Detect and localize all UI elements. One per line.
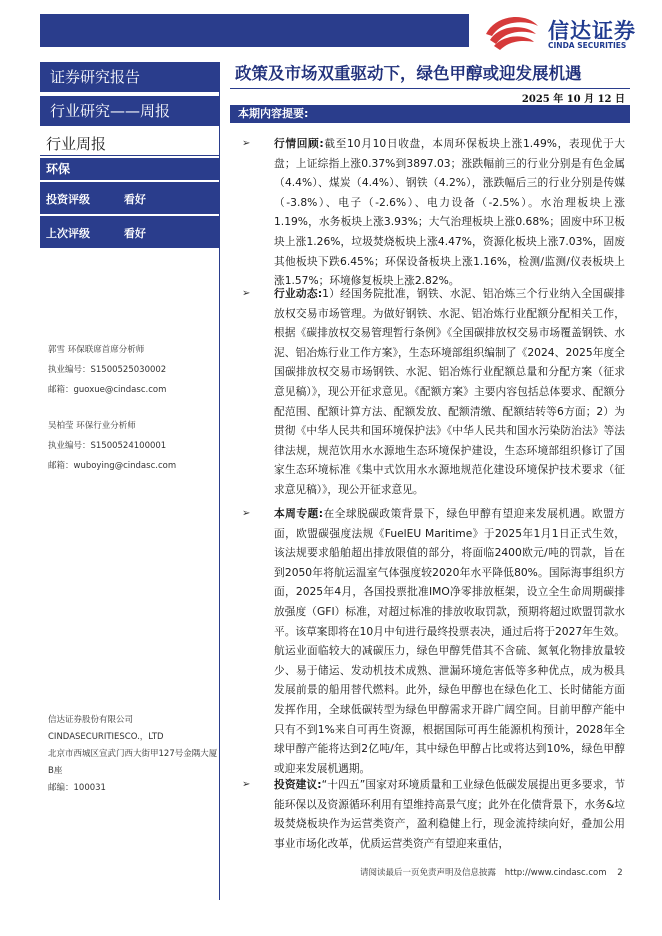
- analyst-email[interactable]: 邮箱：wuboying@cindasc.com: [48, 461, 177, 471]
- rating-value: 看好: [123, 227, 146, 240]
- item-heading: 投资建议:: [274, 778, 322, 791]
- bullet-arrow-icon: ➢: [242, 288, 251, 299]
- summary-header: 本期内容提要:: [230, 105, 630, 123]
- bullet-arrow-icon: ➢: [242, 779, 251, 790]
- company-name: 信达证券股份有限公司: [48, 715, 134, 725]
- page-number: 2: [617, 868, 623, 878]
- analyst-name: 吴柏莹 环保行业分析师: [48, 421, 136, 431]
- rating-label: 投资评级: [46, 193, 90, 206]
- company-info: [48, 712, 218, 797]
- analyst-email[interactable]: 邮箱：guoxue@cindasc.com: [48, 385, 167, 395]
- company-name-en: CINDASECURITIESCO.，LTD: [48, 732, 164, 742]
- summary-item-advice: [242, 775, 625, 853]
- rating-current: [46, 191, 146, 207]
- rating-value: 看好: [123, 193, 146, 206]
- brand-name-cn: 信达证券: [548, 19, 636, 43]
- item-body: 截至10月10日收盘，本周环保板块上涨1.49%，表现优于大盘；上证综指上涨0.37%到3897.03；涨跌幅前三的行业分别是有色金属（4.4%）、煤炭（4.4%）、钢铁（4.2%），涨跌幅后三的行业分别是传媒（-3.8%）、电子（-2.6%）、电力设备（-2.5%）。水治理板块上涨1.19%，水务板块上涨3.93%；大气治理板块上涨0.68%；固废中环卫板块上涨1.26%，垃圾焚烧板块上涨4.47%，资源化板块上涨7.03%，固废其他板块下跌6.45%；环保设备板块上涨1.16%，检测/监测/仪表板块上涨1.57%；环境修复板块上涨2.82%。: [274, 137, 625, 288]
- footer-url[interactable]: http://www.cindasc.com: [504, 868, 607, 878]
- company-address: 北京市西城区宣武门西大街甲127号金隅大厦B座: [48, 749, 218, 776]
- analyst-cert: 执业编号：S1500524100001: [48, 441, 167, 451]
- report-subtype: 行业研究——周报: [40, 96, 219, 126]
- item-heading: 行业动态:: [274, 287, 323, 300]
- section-label: 行业周报: [40, 132, 219, 156]
- brand-logo: [482, 12, 652, 52]
- analyst-card: [48, 340, 166, 400]
- item-heading: 行情回顾:: [274, 137, 324, 150]
- industry-category: 环保: [40, 158, 219, 180]
- sidebar: [40, 62, 220, 900]
- page-footer: [360, 866, 623, 878]
- rating-label: 上次评级: [46, 227, 90, 240]
- brand-name-en: CINDA SECURITIES: [548, 41, 627, 50]
- analyst-name: 郭雪 环保联席首席分析师: [48, 345, 145, 355]
- rating-previous: [46, 225, 146, 241]
- item-body: 1）经国务院批准，钢铁、水泥、铝冶炼三个行业纳入全国碳排放权交易市场管理。为做好钢铁、水泥、铝冶炼行业配额分配相关工作，根据《碳排放权交易管理暂行条例》《全国碳排放权交易市场覆盖钢铁、水泥、铝冶炼行业工作方案》，生态环境部组织编制了《2024、2025年度全国碳排放权交易市场钢铁、水泥、铝冶炼行业配额总量和分配方案（征求意见稿）》，现公开征求意见。《配额方案》主要内容包括总体要求、配额分配范围、配额计算方法、配额发放、配额清缴、配额结转等6方面；2）为贯彻《中华人民共和国环境保护法》《中华人民共和国水污染防治法》等法律法规，规范饮用水水源地生态环境保护建设，生态环境部组织修订了国家生态环境标准《集中式饮用水水源地规范化建设环境保护技术要求（征求意见稿）》，现公开征求意见。: [274, 287, 625, 496]
- footer-disclaimer: 请阅读最后一页免责声明及信息披露: [360, 868, 497, 878]
- analyst-cert: 执业编号：S1500525030002: [48, 365, 167, 375]
- company-postcode: 邮编：100031: [48, 783, 106, 793]
- header-band: [40, 14, 469, 47]
- bullet-arrow-icon: ➢: [242, 508, 251, 519]
- analyst-card: [48, 416, 176, 476]
- summary-item-industry: [242, 284, 625, 500]
- logo-mark-icon: [482, 12, 542, 52]
- report-date: 2025 年 10 月 12 日: [521, 94, 625, 105]
- report-type: 证券研究报告: [40, 62, 219, 92]
- item-body: “十四五”国家对环境质量和工业绿色低碳发展提出更多要求，节能环保以及资源循环利用有望维持高景气度；此外在化债背景下，水务&垃圾焚烧板块作为运营类资产，盈利稳健上行，现金流持续向好，叠加公用事业市场化改革，优质运营类资产有望迎来重估，: [274, 778, 626, 850]
- summary-item-topic: [242, 504, 625, 778]
- bullet-arrow-icon: ➢: [242, 138, 251, 149]
- summary-item-market: [242, 134, 625, 291]
- item-heading: 本周专题:: [274, 507, 324, 520]
- page-title: 政策及市场双重驱动下，绿色甲醇或迎发展机遇: [230, 62, 630, 89]
- item-body: 在全球脱碳政策背景下，绿色甲醇有望迎来发展机遇。欧盟方面，欧盟碳强度法规《FuelEU Maritime》于2025年1月1日正式生效，该法规要求船舶超出排放限值的部分，将面临2400欧元/吨的罚款，旨在到2050年将航运温室气体强度较2020年水平降低80%。国际海事组织方面，2025年4月，各国投票批准IMO净零排放框架，设立全生命周期碳排放强度（GFI）标准，对超过标准的排放收取罚款，预期将超过欧盟罚款水平。该草案即将在10月中旬进行最终投票表决，通过后将于2027年生效。航运业面临较大的减碳压力，绿色甲醇凭借其不含硫、氮氧化物排放量较少、易于储运、发动机技术成熟、泄漏环境危害低等多种优点，成为极具发展前景的船用替代燃料。此外，绿色甲醇也在绿色化工、长时储能方面发挥作用，全球低碳转型为绿色甲醇需求开辟广阔空间。目前甲醇产能中只有不到1%来自可再生资源，根据国际可再生能源机构预计，2028年全球甲醇产能将达到2亿吨/年，其中绿色甲醇占比或将达到10%，绿色甲醇或迎来发展机遇期。: [274, 507, 625, 775]
